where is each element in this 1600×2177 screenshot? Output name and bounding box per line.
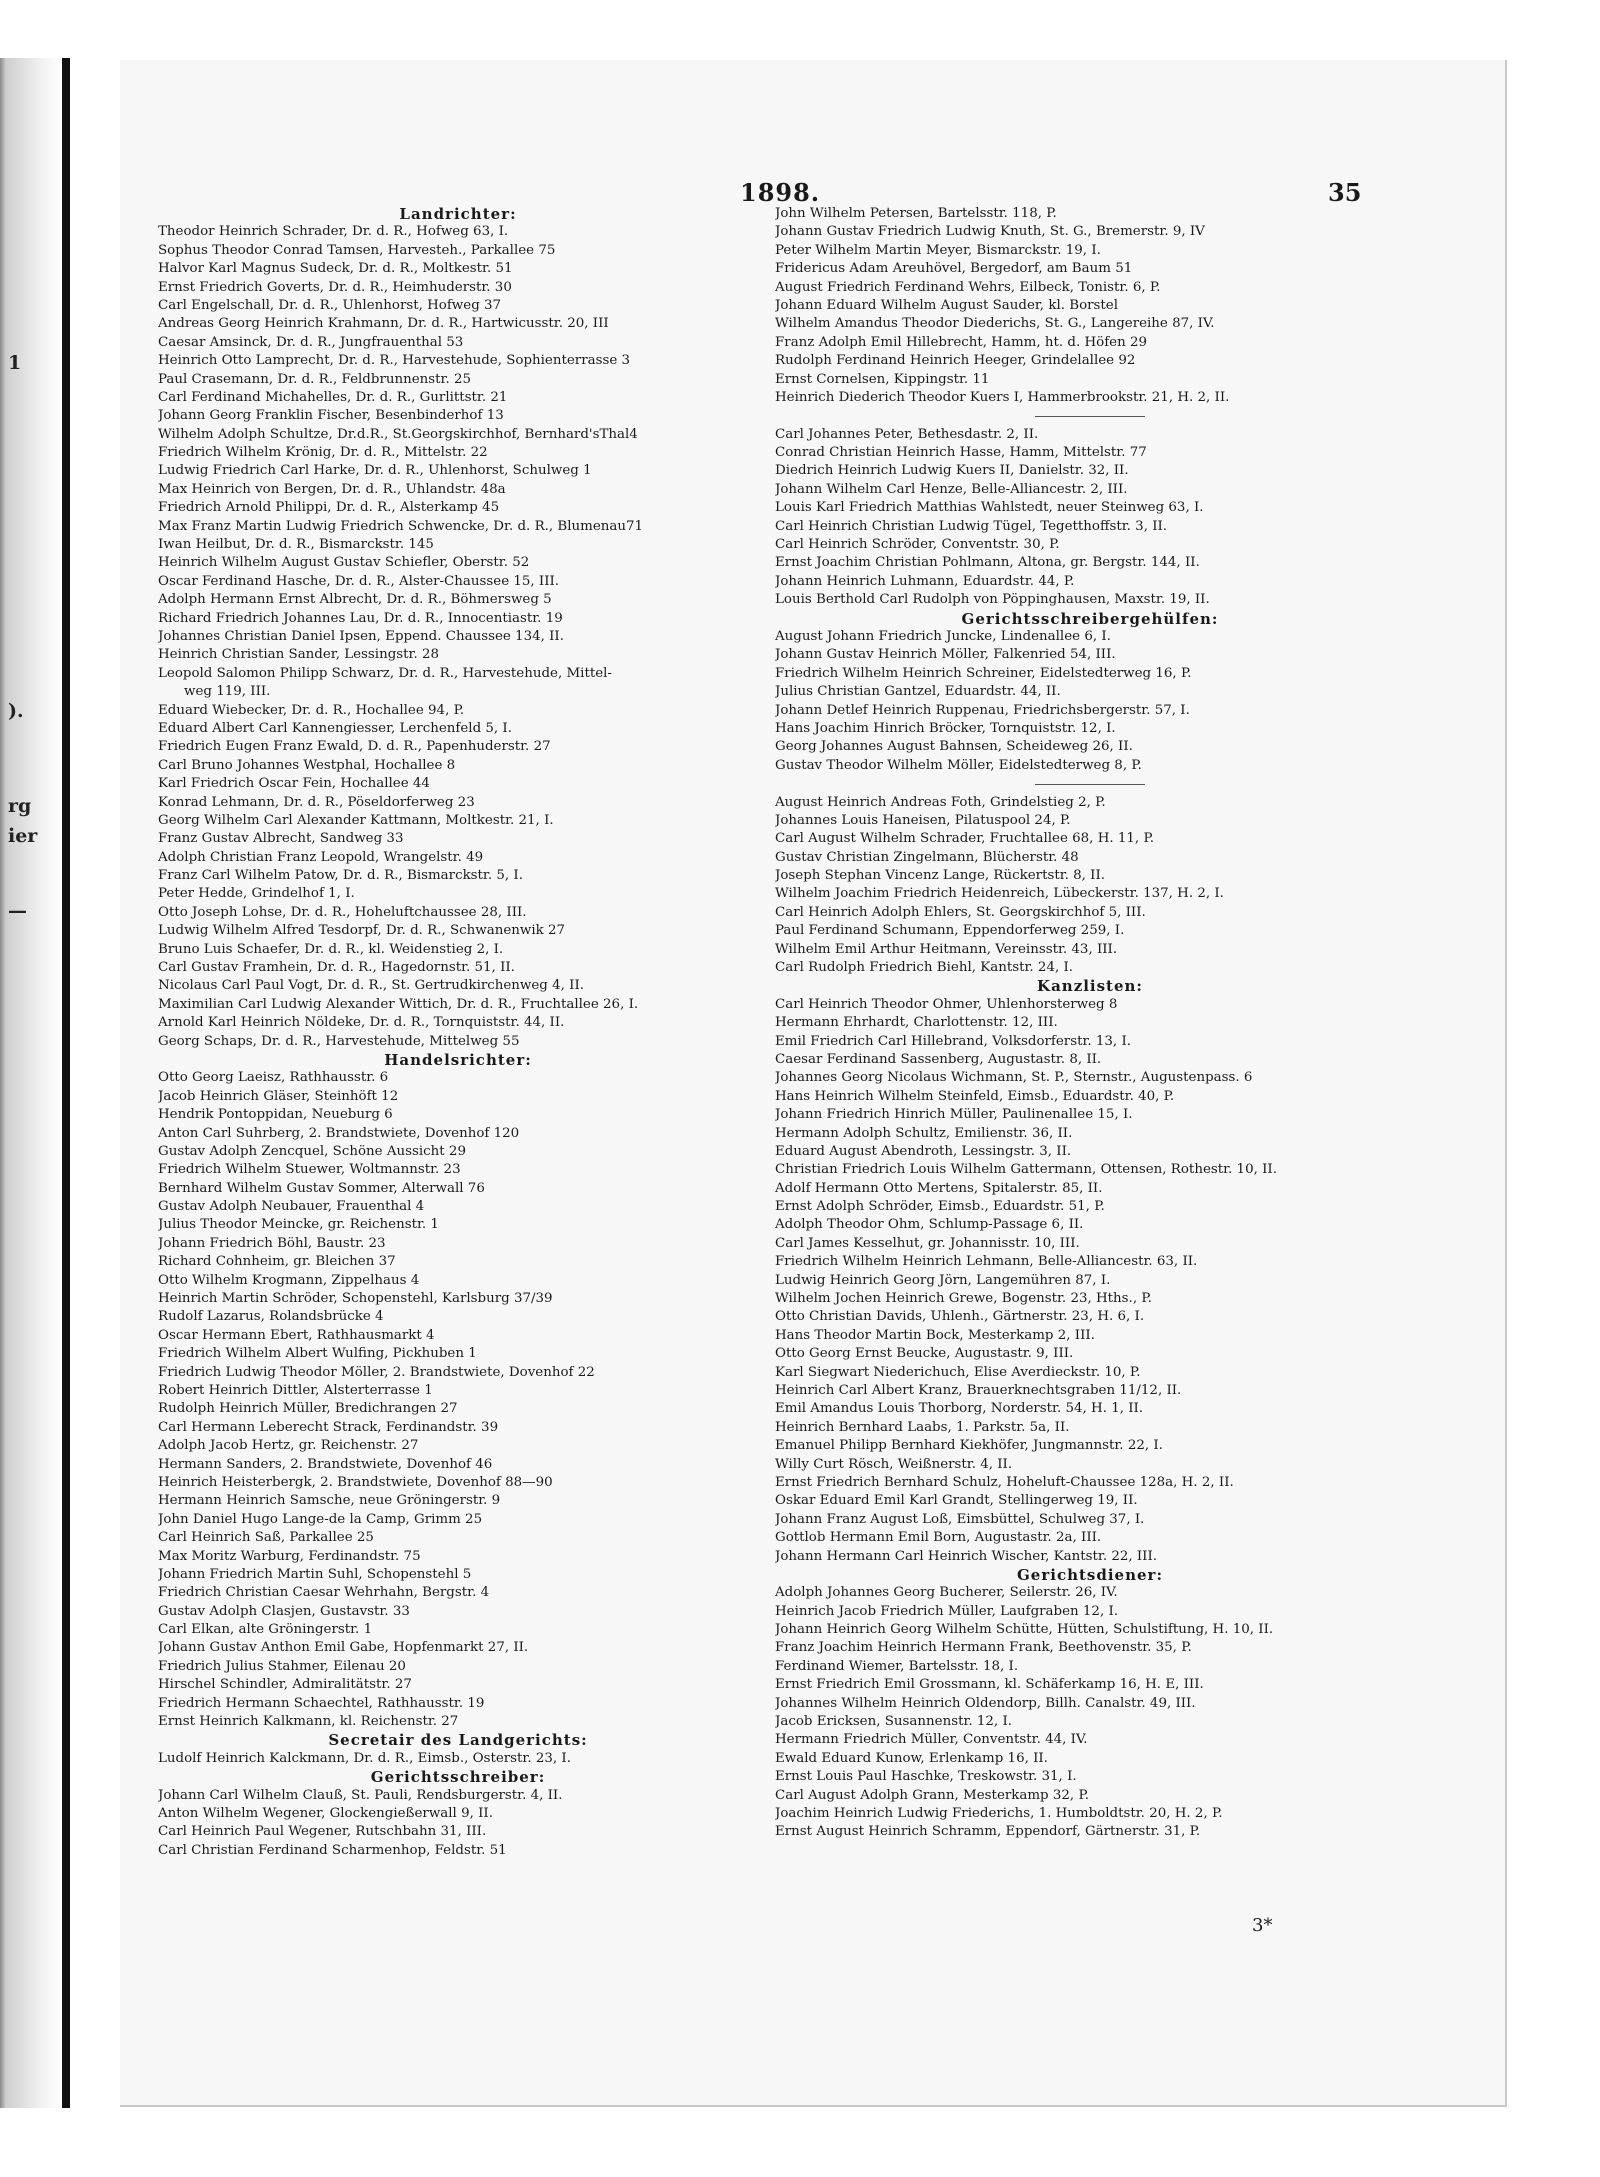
directory-entry: Wilhelm Adolph Schultze, Dr.d.R., St.Georgskirchhof, Bernhard'sThal4	[158, 426, 638, 442]
directory-entry: Carl Ferdinand Michahelles, Dr. d. R., Gurlittstr. 21	[158, 389, 508, 405]
directory-entry: Heinrich Heisterbergk, 2. Brandstwiete, Dovenhof 88—90	[158, 1474, 553, 1490]
directory-entry: Conrad Christian Heinrich Hasse, Hamm, Mittelstr. 77	[775, 445, 1147, 461]
page-year: 1898.	[740, 178, 821, 207]
directory-entry: Ludwig Friedrich Carl Harke, Dr. d. R., Uhlenhorst, Schulweg 1	[158, 463, 592, 479]
directory-entry: Heinrich Wilhelm August Gustav Schiefler, Oberstr. 52	[158, 555, 530, 571]
right-column	[775, 205, 1405, 1842]
directory-entry: Friedrich Eugen Franz Ewald, D. d. R., Papenhuderstr. 27	[158, 739, 551, 755]
directory-entry: Leopold Salomon Philipp Schwarz, Dr. d. R., Harvestehude, Mittel-	[158, 665, 612, 681]
directory-entry: Heinrich Diederich Theodor Kuers I, Hammerbrookstr. 21, H. 2, II.	[775, 389, 1230, 405]
directory-entry: Oskar Eduard Emil Karl Grandt, Stellingerweg 19, II.	[775, 1493, 1138, 1509]
directory-entry: Ernst Cornelsen, Kippingstr. 11	[775, 371, 990, 387]
directory-entry: Louis Karl Friedrich Matthias Wahlstedt, neuer Steinweg 63, I.	[775, 500, 1204, 516]
directory-entry: Gottlob Hermann Emil Born, Augustastr. 2a, III.	[775, 1530, 1102, 1546]
directory-entry: Rudolph Heinrich Müller, Bredichrangen 27	[158, 1401, 458, 1417]
page-fold	[62, 58, 70, 2108]
margin-mark: ).	[8, 700, 24, 722]
directory-entry: Hans Theodor Martin Bock, Mesterkamp 2, III.	[775, 1327, 1095, 1343]
directory-entry: Carl Hermann Leberecht Strack, Ferdinandstr. 39	[158, 1419, 499, 1435]
directory-entry: Otto Georg Laeisz, Rathhausstr. 6	[158, 1070, 389, 1086]
directory-entry: Max Heinrich von Bergen, Dr. d. R., Uhlandstr. 48a	[158, 481, 506, 497]
directory-entry: Carl August Wilhelm Schrader, Fruchtallee 68, H. 11, P.	[775, 831, 1154, 847]
directory-entry: Ernst Louis Paul Haschke, Treskowstr. 31, I.	[775, 1769, 1077, 1785]
directory-entry: Johann Friedrich Hinrich Müller, Paulinenallee 15, I.	[775, 1107, 1133, 1123]
directory-entry: August Johann Friedrich Juncke, Lindenallee 6, I.	[775, 628, 1111, 644]
directory-entry: Jacob Heinrich Gläser, Steinhöft 12	[158, 1088, 399, 1104]
section-heading: Kanzlisten:	[1037, 977, 1143, 996]
directory-entry: Hans Joachim Hinrich Bröcker, Tornquiststr. 12, I.	[775, 720, 1116, 736]
directory-entry: Ernst Heinrich Kalkmann, kl. Reichenstr. 27	[158, 1714, 459, 1730]
directory-entry: Fridericus Adam Areuhövel, Bergedorf, am Baum 51	[775, 261, 1133, 277]
directory-entry: Friedrich Arnold Philippi, Dr. d. R., Alsterkamp 45	[158, 500, 500, 516]
directory-entry: Johann Friedrich Böhl, Baustr. 23	[158, 1235, 386, 1251]
directory-entry: Johann Eduard Wilhelm August Sauder, kl. Borstel	[775, 297, 1118, 313]
directory-entry: Johann Hermann Carl Heinrich Wischer, Kantstr. 22, III.	[775, 1548, 1158, 1564]
directory-entry: Oscar Ferdinand Hasche, Dr. d. R., Alster-Chaussee 15, III.	[158, 573, 560, 589]
directory-entry: Eduard Wiebecker, Dr. d. R., Hochallee 94, P.	[158, 702, 465, 718]
directory-entry: Georg Johannes August Bahnsen, Scheideweg 26, II.	[775, 739, 1133, 755]
directory-entry: Adolph Hermann Ernst Albrecht, Dr. d. R., Böhmersweg 5	[158, 592, 552, 608]
directory-entry: Ernst Friedrich Goverts, Dr. d. R., Heimhuderstr. 30	[158, 279, 512, 295]
directory-entry: Johann Franz August Loß, Eimsbüttel, Schulweg 37, I.	[775, 1511, 1145, 1527]
directory-entry: Johann Georg Franklin Fischer, Besenbinderhof 13	[158, 408, 504, 424]
directory-entry: Otto Georg Ernst Beucke, Augustastr. 9, III.	[775, 1346, 1074, 1362]
directory-entry: John Daniel Hugo Lange-de la Camp, Grimm 25	[158, 1511, 483, 1527]
directory-entry: Gustav Adolph Clasjen, Gustavstr. 33	[158, 1603, 410, 1619]
section-heading: Gerichtsschreibergehülfen:	[961, 609, 1219, 628]
directory-entry: Eduard Albert Carl Kannengiesser, Lerchenfeld 5, I.	[158, 720, 512, 736]
directory-entry: Hermann Sanders, 2. Brandstwiete, Dovenhof 46	[158, 1456, 493, 1472]
directory-entry: Gustav Adolph Neubauer, Frauenthal 4	[158, 1199, 425, 1215]
directory-entry: Johann Detlef Heinrich Ruppenau, Friedrichsbergerstr. 57, I.	[775, 702, 1190, 718]
directory-entry: Hirschel Schindler, Admiralitätstr. 27	[158, 1677, 412, 1693]
signature-mark: 3*	[1252, 1915, 1273, 1936]
directory-entry: Georg Schaps, Dr. d. R., Harvestehude, Mittelweg 55	[158, 1033, 520, 1049]
directory-entry: Ferdinand Wiemer, Bartelsstr. 18, I.	[775, 1658, 1019, 1674]
directory-entry: Jacob Ericksen, Susannenstr. 12, I.	[775, 1714, 1012, 1730]
left-column	[158, 205, 758, 1860]
directory-entry: Carl Engelschall, Dr. d. R., Uhlenhorst, Hofweg 37	[158, 297, 502, 313]
directory-entry: Friedrich Julius Stahmer, Eilenau 20	[158, 1658, 406, 1674]
directory-entry: Rudolf Lazarus, Rolandsbrücke 4	[158, 1309, 384, 1325]
directory-entry: Max Franz Martin Ludwig Friedrich Schwencke, Dr. d. R., Blumenau71	[158, 518, 644, 534]
margin-mark: rg	[8, 795, 32, 817]
directory-entry: Nicolaus Carl Paul Vogt, Dr. d. R., St. Gertrudkirchenweg 4, II.	[158, 978, 585, 994]
directory-entry: Adolph Theodor Ohm, Schlump-Passage 6, II.	[775, 1217, 1084, 1233]
directory-entry: Friedrich Wilhelm Krönig, Dr. d. R., Mittelstr. 22	[158, 445, 488, 461]
directory-entry: Anton Wilhelm Wegener, Glockengießerwall 9, II.	[158, 1805, 493, 1821]
directory-entry: Franz Gustav Albrecht, Sandweg 33	[158, 831, 404, 847]
directory-entry: Hermann Ehrhardt, Charlottenstr. 12, III.	[775, 1015, 1058, 1031]
directory-entry: Friedrich Hermann Schaechtel, Rathhausstr. 19	[158, 1695, 485, 1711]
directory-entry: Adolph Jacob Hertz, gr. Reichenstr. 27	[158, 1438, 419, 1454]
directory-entry: Heinrich Martin Schröder, Schopenstehl, Karlsburg 37/39	[158, 1291, 553, 1307]
directory-entry: Carl Elkan, alte Gröningerstr. 1	[158, 1622, 373, 1638]
directory-entry: Johann Gustav Friedrich Ludwig Knuth, St. G., Bremerstr. 9, IV	[775, 224, 1205, 240]
directory-entry: Adolph Johannes Georg Bucherer, Seilerstr. 26, IV.	[775, 1585, 1118, 1601]
directory-entry: Louis Berthold Carl Rudolph von Pöppinghausen, Maxstr. 19, II.	[775, 592, 1210, 608]
section-divider	[775, 407, 1405, 425]
directory-entry: Ernst Friedrich Emil Grossmann, kl. Schäferkamp 16, H. E, III.	[775, 1677, 1204, 1693]
directory-entry: Ludwig Wilhelm Alfred Tesdorpf, Dr. d. R., Schwanenwik 27	[158, 923, 566, 939]
directory-entry: Johann Gustav Heinrich Möller, Falkenried 54, III.	[775, 647, 1116, 663]
directory-entry: Heinrich Christian Sander, Lessingstr. 28	[158, 647, 440, 663]
directory-entry: Carl Heinrich Paul Wegener, Rutschbahn 31, III.	[158, 1824, 487, 1840]
directory-entry: Ewald Eduard Kunow, Erlenkamp 16, II.	[775, 1750, 1048, 1766]
directory-entry: Heinrich Carl Albert Kranz, Brauerknechtsgraben 11/12, II.	[775, 1383, 1182, 1398]
directory-entry: Halvor Karl Magnus Sudeck, Dr. d. R., Moltkestr. 51	[158, 261, 513, 277]
directory-entry: Gustav Adolph Zencquel, Schöne Aussicht 29	[158, 1143, 466, 1159]
directory-entry: Peter Wilhelm Martin Meyer, Bismarckstr. 19, I.	[775, 242, 1101, 258]
directory-entry: Karl Friedrich Oscar Fein, Hochallee 44	[158, 776, 430, 792]
directory-entry: Carl Heinrich Christian Ludwig Tügel, Tegetthoffstr. 3, II.	[775, 518, 1168, 534]
directory-entry: Adolf Hermann Otto Mertens, Spitalerstr. 85, II.	[775, 1180, 1103, 1196]
directory-entry: Otto Joseph Lohse, Dr. d. R., Hoheluftchaussee 28, III.	[158, 904, 527, 920]
directory-entry: Caesar Amsinck, Dr. d. R., Jungfrauenthal 53	[158, 334, 464, 350]
directory-entry: Hans Heinrich Wilhelm Steinfeld, Eimsb., Eduardstr. 40, P.	[775, 1088, 1175, 1104]
directory-entry: Carl Heinrich Saß, Parkallee 25	[158, 1530, 374, 1546]
section-heading: Handelsrichter:	[384, 1050, 532, 1069]
directory-entry: Arnold Karl Heinrich Nöldeke, Dr. d. R., Tornquiststr. 44, II.	[158, 1015, 565, 1031]
directory-entry: Friedrich Wilhelm Heinrich Lehmann, Belle-Alliancestr. 63, II.	[775, 1254, 1198, 1270]
section-heading: Gerichtsdiener:	[1017, 1565, 1163, 1584]
directory-entry: Julius Theodor Meincke, gr. Reichenstr. 1	[158, 1217, 439, 1233]
directory-entry: Joachim Heinrich Ludwig Friederichs, 1. Humboldtstr. 20, H. 2, P.	[775, 1805, 1223, 1821]
directory-entry: Diedrich Heinrich Ludwig Kuers II, Danielstr. 32, II.	[775, 463, 1129, 479]
directory-entry: Carl Heinrich Schröder, Conventstr. 30, P.	[775, 537, 1060, 553]
directory-entry: Gustav Christian Zingelmann, Blücherstr. 48	[775, 849, 1079, 865]
directory-entry: Johann Heinrich Georg Wilhelm Schütte, Hütten, Schulstiftung, H. 10, II.	[775, 1622, 1274, 1638]
directory-entry: Otto Christian Davids, Uhlenh., Gärtnerstr. 23, H. 6, I.	[775, 1309, 1145, 1325]
directory-entry: Wilhelm Joachim Friedrich Heidenreich, Lübeckerstr. 137, H. 2, I.	[775, 886, 1224, 902]
directory-entry: Emil Amandus Louis Thorborg, Norderstr. 54, H. 1, II.	[775, 1401, 1144, 1417]
margin-mark: ier	[8, 825, 38, 847]
directory-entry: Hermann Heinrich Samsche, neue Gröningerstr. 9	[158, 1493, 501, 1509]
directory-entry: Friedrich Wilhelm Albert Wulfing, Pickhuben 1	[158, 1346, 477, 1362]
directory-entry: Bernhard Wilhelm Gustav Sommer, Alterwall 76	[158, 1180, 485, 1196]
directory-entry: Carl Johannes Peter, Bethesdastr. 2, II.	[775, 426, 1039, 442]
directory-entry: Otto Wilhelm Krogmann, Zippelhaus 4	[158, 1272, 420, 1288]
directory-entry: Carl Bruno Johannes Westphal, Hochallee 8	[158, 757, 456, 773]
directory-entry: Emanuel Philipp Bernhard Kiekhöfer, Jungmannstr. 22, I.	[775, 1438, 1163, 1454]
entry-continuation: weg 119, III.	[184, 684, 271, 700]
directory-entry: Julius Christian Gantzel, Eduardstr. 44, II.	[775, 684, 1061, 700]
directory-entry: Heinrich Otto Lamprecht, Dr. d. R., Harvestehude, Sophienterrasse 3	[158, 353, 631, 369]
directory-entry: Ernst August Heinrich Schramm, Eppendorf, Gärtnerstr. 31, P.	[775, 1824, 1201, 1840]
directory-entry: Johann Friedrich Martin Suhl, Schopenstehl 5	[158, 1566, 472, 1582]
directory-entry: Paul Ferdinand Schumann, Eppendorferweg 259, I.	[775, 923, 1125, 939]
directory-entry: Friedrich Christian Caesar Wehrhahn, Bergstr. 4	[158, 1585, 490, 1601]
directory-entry: Johann Heinrich Luhmann, Eduardstr. 44, P.	[775, 573, 1075, 589]
directory-entry: Ludolf Heinrich Kalckmann, Dr. d. R., Eimsb., Osterstr. 23, I.	[158, 1750, 571, 1766]
margin-mark: —	[8, 900, 27, 922]
page-number: 35	[1328, 178, 1362, 207]
directory-entry: Richard Friedrich Johannes Lau, Dr. d. R., Innocentiastr. 19	[158, 610, 563, 626]
directory-entry: Oscar Hermann Ebert, Rathhausmarkt 4	[158, 1327, 435, 1343]
section-heading: Secretair des Landgerichts:	[328, 1731, 588, 1750]
directory-entry: Gustav Theodor Wilhelm Möller, Eidelstedterweg 8, P.	[775, 757, 1142, 773]
section-heading: Landrichter:	[399, 205, 517, 223]
directory-entry: Ernst Adolph Schröder, Eimsb., Eduardstr. 51, P.	[775, 1199, 1105, 1215]
directory-entry: Carl Gustav Framhein, Dr. d. R., Hagedornstr. 51, II.	[158, 960, 515, 976]
directory-entry: Ludwig Heinrich Georg Jörn, Langemühren 87, I.	[775, 1272, 1111, 1288]
directory-entry: Johannes Wilhelm Heinrich Oldendorp, Billh. Canalstr. 49, III.	[775, 1695, 1196, 1711]
directory-entry: John Wilhelm Petersen, Bartelsstr. 118, P.	[775, 206, 1057, 221]
directory-entry: Franz Carl Wilhelm Patow, Dr. d. R., Bismarckstr. 5, I.	[158, 868, 523, 884]
directory-entry: Robert Heinrich Dittler, Alsterterrasse 1	[158, 1383, 433, 1398]
directory-entry: Johannes Georg Nicolaus Wichmann, St. P., Sternstr., Augustenpass. 6	[775, 1070, 1253, 1086]
directory-entry: Carl August Adolph Grann, Mesterkamp 32, P.	[775, 1787, 1089, 1803]
directory-entry: Iwan Heilbut, Dr. d. R., Bismarckstr. 145	[158, 537, 434, 553]
directory-entry: Hermann Adolph Schultz, Emilienstr. 36, II.	[775, 1125, 1073, 1141]
directory-entry: Johann Wilhelm Carl Henze, Belle-Alliancestr. 2, III.	[775, 481, 1128, 497]
section-heading: Gerichtsschreiber:	[370, 1768, 546, 1787]
directory-entry: Rudolph Ferdinand Heinrich Heeger, Grindelallee 92	[775, 353, 1136, 369]
directory-entry: Hendrik Pontoppidan, Neueburg 6	[158, 1107, 393, 1123]
directory-entry: Theodor Heinrich Schrader, Dr. d. R., Hofweg 63, I.	[158, 224, 509, 240]
directory-entry: Emil Friedrich Carl Hillebrand, Volksdorferstr. 13, I.	[775, 1033, 1131, 1049]
directory-entry: Friedrich Wilhelm Stuewer, Woltmannstr. 23	[158, 1162, 461, 1178]
directory-entry: Ernst Joachim Christian Pohlmann, Altona, gr. Bergstr. 144, II.	[775, 555, 1200, 571]
directory-entry: Richard Cohnheim, gr. Bleichen 37	[158, 1254, 396, 1270]
directory-entry: Carl James Kesselhut, gr. Johannisstr. 10, III.	[775, 1235, 1080, 1251]
directory-entry: Johannes Christian Daniel Ipsen, Eppend. Chaussee 134, II.	[158, 628, 564, 644]
directory-entry: Karl Siegwart Niederichuch, Elise Averdieckstr. 10, P.	[775, 1364, 1141, 1380]
directory-entry: Carl Heinrich Adolph Ehlers, St. Georgskirchhof 5, III.	[775, 904, 1146, 920]
directory-entry: Konrad Lehmann, Dr. d. R., Pöseldorferweg 23	[158, 794, 475, 810]
directory-entry: Adolph Christian Franz Leopold, Wrangelstr. 49	[158, 849, 484, 865]
directory-entry: Friedrich Ludwig Theodor Möller, 2. Brandstwiete, Dovenhof 22	[158, 1364, 595, 1380]
directory-entry: Maximilian Carl Ludwig Alexander Wittich, Dr. d. R., Fruchtallee 26, I.	[158, 996, 639, 1012]
directory-entry: Carl Heinrich Theodor Ohmer, Uhlenhorsterweg 8	[775, 996, 1118, 1012]
section-divider	[775, 775, 1405, 793]
directory-entry: August Heinrich Andreas Foth, Grindelstieg 2, P.	[775, 794, 1106, 810]
directory-entry: Andreas Georg Heinrich Krahmann, Dr. d. R., Hartwicusstr. 20, III	[158, 316, 609, 332]
directory-entry: Franz Joachim Heinrich Hermann Frank, Beethovenstr. 35, P.	[775, 1640, 1192, 1656]
directory-entry: Eduard August Abendroth, Lessingstr. 3, II.	[775, 1143, 1072, 1159]
directory-entry: Heinrich Jacob Friedrich Müller, Laufgraben 12, I.	[775, 1603, 1119, 1619]
directory-entry: Willy Curt Rösch, Weißnerstr. 4, II.	[775, 1456, 1013, 1472]
directory-entry: Johann Gustav Anthon Emil Gabe, Hopfenmarkt 27, II.	[158, 1640, 529, 1656]
directory-entry: Friedrich Wilhelm Heinrich Schreiner, Eidelstedterweg 16, P.	[775, 665, 1192, 681]
directory-entry: Wilhelm Amandus Theodor Diederichs, St. G., Langereihe 87, IV.	[775, 316, 1215, 332]
directory-entry: Caesar Ferdinand Sassenberg, Augustastr. 8, II.	[775, 1051, 1102, 1067]
directory-entry: Paul Crasemann, Dr. d. R., Feldbrunnenstr. 25	[158, 371, 472, 387]
directory-entry: Peter Hedde, Grindelhof 1, I.	[158, 886, 355, 902]
directory-entry: Bruno Luis Schaefer, Dr. d. R., kl. Weidenstieg 2, I.	[158, 941, 504, 957]
directory-entry: Carl Rudolph Friedrich Biehl, Kantstr. 24, I.	[775, 960, 1074, 976]
margin-mark: 1	[8, 352, 22, 374]
directory-entry: Georg Wilhelm Carl Alexander Kattmann, Moltkestr. 21, I.	[158, 812, 554, 828]
directory-entry: Max Moritz Warburg, Ferdinandstr. 75	[158, 1548, 421, 1564]
directory-entry: Wilhelm Emil Arthur Heitmann, Vereinsstr. 43, III.	[775, 941, 1118, 957]
directory-entry: Ernst Friedrich Bernhard Schulz, Hoheluft-Chaussee 128a, H. 2, II.	[775, 1474, 1234, 1490]
directory-entry: Wilhelm Jochen Heinrich Grewe, Bogenstr. 23, Hths., P.	[775, 1291, 1152, 1307]
directory-entry: Hermann Friedrich Müller, Conventstr. 44, IV.	[775, 1732, 1088, 1748]
directory-entry: Johannes Louis Haneisen, Pilatuspool 24, P.	[775, 812, 1071, 828]
directory-entry: August Friedrich Ferdinand Wehrs, Eilbeck, Tonistr. 6, P.	[775, 279, 1161, 295]
directory-entry: Sophus Theodor Conrad Tamsen, Harvesteh., Parkallee 75	[158, 242, 556, 258]
directory-entry: Carl Christian Ferdinand Scharmenhop, Feldstr. 51	[158, 1842, 507, 1858]
directory-entry: Anton Carl Suhrberg, 2. Brandstwiete, Dovenhof 120	[158, 1125, 520, 1141]
directory-entry: Franz Adolph Emil Hillebrecht, Hamm, ht. d. Höfen 29	[775, 334, 1148, 350]
directory-entry: Christian Friedrich Louis Wilhelm Gattermann, Ottensen, Rothestr. 10, II.	[775, 1162, 1277, 1178]
directory-entry: Johann Carl Wilhelm Clauß, St. Pauli, Rendsburgerstr. 4, II.	[158, 1787, 563, 1803]
directory-entry: Joseph Stephan Vincenz Lange, Rückertstr. 8, II.	[775, 868, 1106, 884]
directory-entry: Heinrich Bernhard Laabs, 1. Parkstr. 5a, II.	[775, 1419, 1070, 1435]
